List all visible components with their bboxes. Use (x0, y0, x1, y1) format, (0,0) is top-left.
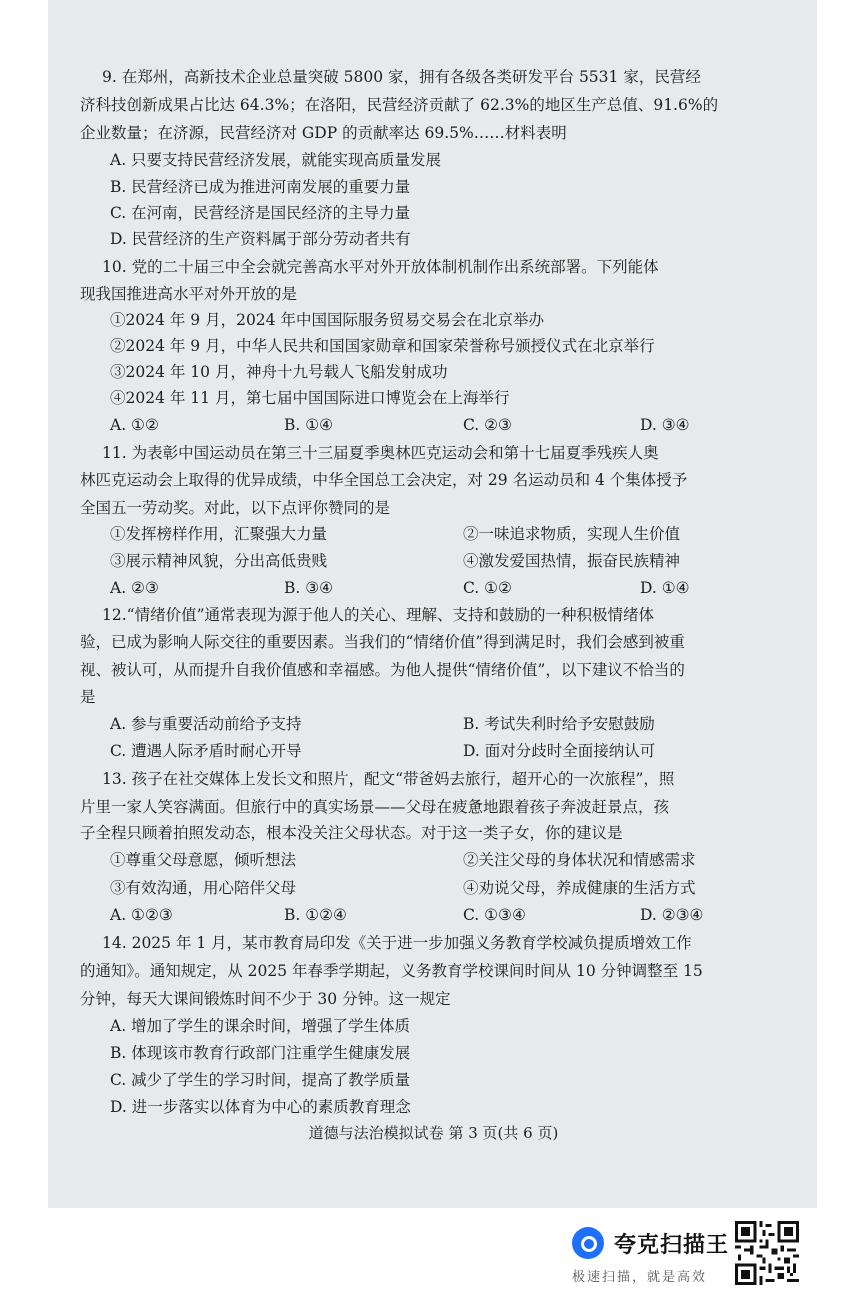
q10-item-4: ④2024 年 11 月，第七届中国国际进口博览会在上海举行 (110, 389, 510, 407)
q13-stem-line-1: 13. 孩子在社交媒体上发长文和照片，配文“带爸妈去旅行，超开心的一次旅程”，照 (102, 770, 675, 788)
q12-stem-line-1: 12.“情绪价值”通常表现为源于他人的关心、理解、支持和鼓励的一种积极情绪体 (102, 606, 655, 624)
q14-stem-line-1: 14. 2025 年 1 月，某市教育局印发《关于进一步加强义务教育学校减负提质增效工作 (102, 934, 692, 952)
q12-stem-line-4: 是 (80, 688, 96, 706)
brand-name: 夸克扫描王 (614, 1232, 730, 1258)
brand-slogan: 极速扫描，就是高效 (572, 1270, 708, 1285)
q13-item-3: ③有效沟通，用心陪伴父母 (110, 879, 297, 897)
q14-stem-line-2: 的通知》。通知规定，从 2025 年春季学期起，义务教育学校课间时间从 10 分钟调整至 15 (80, 962, 703, 980)
q13-item-2: ②关注父母的身体状况和情感需求 (463, 851, 696, 869)
q10-item-3: ③2024 年 10 月，神舟十九号载人飞船发射成功 (110, 363, 448, 381)
q12-option-b: B. 考试失利时给予安慰鼓励 (463, 715, 655, 733)
q10-option-a: A. ①② (110, 416, 159, 434)
q10-stem-line-1: 10. 党的二十届三中全会就完善高水平对外开放体制机制作出系统部署。下列能体 (102, 258, 659, 276)
q14-stem-line-3: 分钟，每天大课间锻炼时间不少于 30 分钟。这一规定 (80, 990, 451, 1008)
q12-option-a: A. 参与重要活动前给予支持 (110, 715, 302, 733)
q10-item-2: ②2024 年 9 月，中华人民共和国国家勋章和国家荣誉称号颁授仪式在北京举行 (110, 337, 655, 355)
q11-item-4: ④激发爱国热情，振奋民族精神 (463, 552, 681, 570)
q13-option-c: C. ①③④ (463, 906, 526, 924)
q14-option-b: B. 体现该市教育行政部门注重学生健康发展 (110, 1044, 411, 1062)
q12-stem-line-2: 验，已成为影响人际交往的重要因素。当我们的“情绪价值”得到满足时，我们会感到被重 (80, 633, 685, 651)
q10-stem-line-2: 现我国推进高水平对外开放的是 (80, 285, 298, 303)
q11-stem-line-1: 11. 为表彰中国运动员在第三十三届夏季奥林匹克运动会和第十七届夏季残疾人奥 (102, 444, 659, 462)
q9-stem-line-3: 企业数量；在济源，民营经济对 GDP 的贡献率达 69.5%……材料表明 (80, 124, 567, 142)
q9-option-a: A. 只要支持民营经济发展，就能实现高质量发展 (110, 151, 442, 169)
q13-item-1: ①尊重父母意愿，倾听想法 (110, 851, 297, 869)
q13-option-a: A. ①②③ (110, 906, 173, 924)
q9-stem-line-2: 济科技创新成果占比达 64.3%；在洛阳，民营经济贡献了 62.3%的地区生产总值、91.6%的 (80, 96, 719, 114)
q14-option-d: D. 进一步落实以体育为中心的素质教育理念 (110, 1098, 411, 1116)
q10-item-1: ①2024 年 9 月，2024 年中国国际服务贸易交易会在北京举办 (110, 311, 544, 329)
q11-stem-line-3: 全国五一劳动奖。对此，以下点评你赞同的是 (80, 499, 391, 517)
q11-item-3: ③展示精神风貌，分出高低贵贱 (110, 552, 328, 570)
q10-option-c: C. ②③ (463, 416, 512, 434)
q11-option-c: C. ①② (463, 579, 512, 597)
q11-option-b: B. ③④ (284, 579, 334, 597)
q13-item-4: ④劝说父母，养成健康的生活方式 (463, 879, 696, 897)
q11-item-2: ②一味追求物质，实现人生价值 (463, 525, 681, 543)
q10-option-b: B. ①④ (284, 416, 334, 434)
q9-stem-line-1: 9. 在郑州，高新技术企业总量突破 5800 家，拥有各级各类研发平台 5531 家，民营经 (102, 68, 701, 86)
q9-option-c: C. 在河南，民营经济是国民经济的主导力量 (110, 204, 411, 222)
q13-option-d: D. ②③④ (640, 906, 704, 924)
q14-option-a: A. 增加了学生的课余时间，增强了学生体质 (110, 1017, 411, 1035)
brand-logo (572, 1227, 729, 1259)
q9-option-b: B. 民营经济已成为推进河南发展的重要力量 (110, 178, 411, 196)
q12-stem-line-3: 视、被认可，从而提升自我价值感和幸福感。为他人提供“情绪价值”，以下建议不恰当的 (80, 661, 685, 679)
qr-code-icon (735, 1221, 799, 1285)
q11-option-a: A. ②③ (110, 579, 159, 597)
q13-stem-line-3: 子全程只顾着拍照发动态，根本没关注父母状态。对于这一类子女，你的建议是 (80, 824, 623, 842)
scanner-logo-icon (572, 1227, 604, 1259)
q10-option-d: D. ③④ (640, 416, 690, 434)
q13-stem-line-2: 片里一家人笑容满面。但旅行中的真实场景——父母在疲惫地跟着孩子奔波赶景点，孩 (80, 798, 670, 816)
q11-option-d: D. ①④ (640, 579, 690, 597)
q14-option-c: C. 减少了学生的学习时间，提高了教学质量 (110, 1071, 411, 1089)
q12-option-d: D. 面对分歧时全面接纳认可 (463, 742, 656, 760)
q11-stem-line-2: 林匹克运动会上取得的优异成绩，中华全国总工会决定，对 29 名运动员和 4 个集体授予 (80, 471, 688, 489)
q11-item-1: ①发挥榜样作用，汇聚强大力量 (110, 525, 328, 543)
page-footer: 道德与法治模拟试卷 第 3 页(共 6 页) (308, 1124, 559, 1142)
q12-option-c: C. 遭遇人际矛盾时耐心开导 (110, 742, 302, 760)
q9-option-d: D. 民营经济的生产资料属于部分劳动者共有 (110, 230, 411, 248)
q13-option-b: B. ①②④ (284, 906, 347, 924)
